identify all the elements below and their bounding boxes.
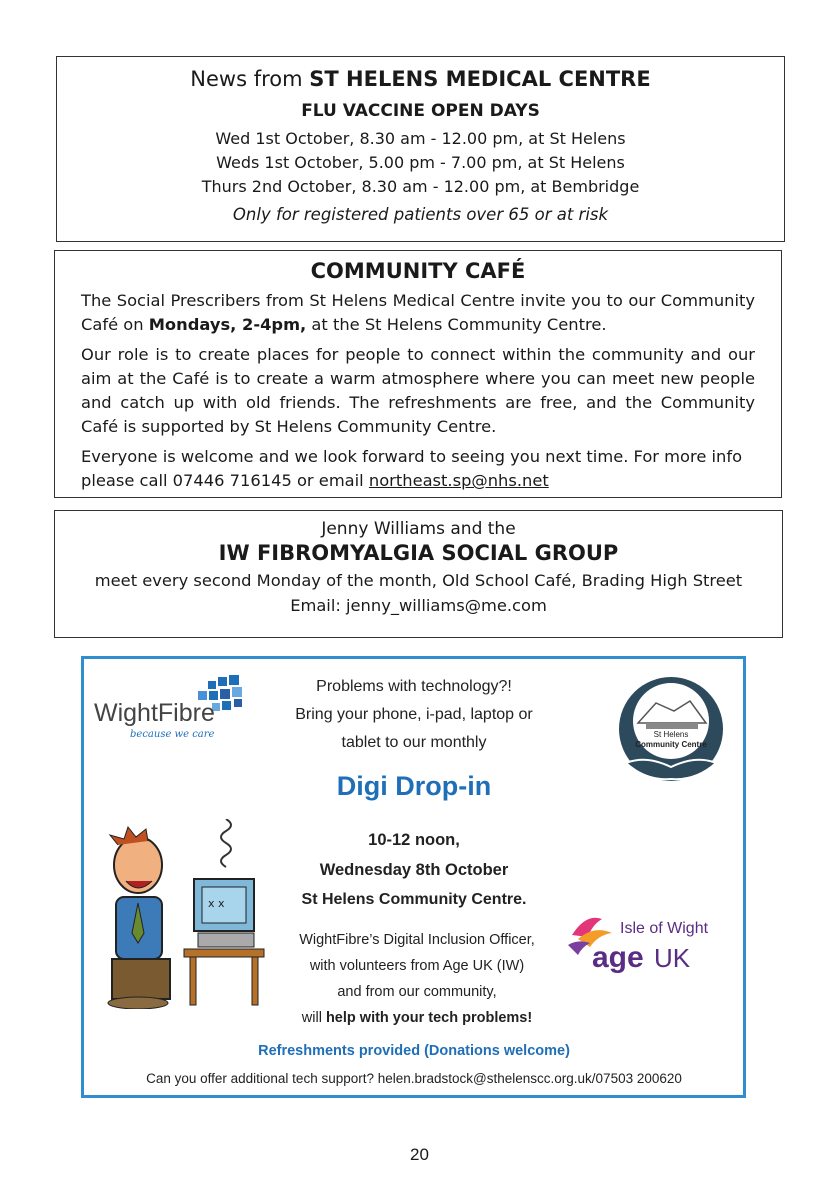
medical-centre-box (56, 56, 785, 242)
wightfibre-logo (90, 673, 258, 743)
age-uk-logo (564, 907, 734, 977)
cafe-paragraph-1: The Social Prescribers from St Helens Medical Centre invite you to our Community Café on Mondays, 2-4pm, at the St Helens Community Centre. (81, 291, 755, 334)
cafe-title: COMMUNITY CAFÉ (310, 259, 526, 283)
refreshments-note: Refreshments provided (Donations welcome) (258, 1043, 570, 1059)
fibro-title: IW FIBROMYALGIA SOCIAL GROUP (218, 541, 619, 565)
svg-text:St Helens: St Helens (653, 730, 689, 739)
event-venue: St Helens Community Centre. (301, 891, 527, 908)
frustrated-computer-user-cartoon (98, 819, 268, 1009)
svg-text:Community Centre: Community Centre (635, 740, 707, 749)
event-time: 10-12 noon, Wednesday 8th October (319, 831, 509, 879)
cafe-email-link[interactable]: northeast.sp@nhs.net (368, 471, 549, 490)
community-centre-logo (616, 671, 726, 789)
svg-text:Isle of Wight: Isle of Wight (620, 920, 709, 937)
fibromyalgia-box (54, 510, 783, 638)
svg-text:age: age (592, 941, 644, 974)
tech-support-contact: Can you offer additional tech support? helen.bradstock@sthelenscc.org.uk/07503 200620 (146, 1071, 682, 1086)
svg-text:because we care: because we care (130, 729, 215, 740)
cafe-paragraph-3: Everyone is welcome and we look forward to seeing you next time. For more info please call 07446 716145 or email northeast.sp@nhs.net (81, 447, 743, 490)
fibro-intro: Jenny Williams and the (321, 519, 516, 539)
poster-intro: Problems with technology?! Bring your phone, i-pad, laptop or tablet to our monthly (295, 678, 533, 751)
svg-text:x x: x x (208, 897, 225, 910)
page-number: 20 (410, 1145, 429, 1164)
community-cafe-box (54, 250, 782, 498)
flu-subtitle: FLU VACCINE OPEN DAYS (301, 101, 540, 121)
cafe-paragraph-2: Our role is to create places for people to connect within the community and our aim at the Café is to create a warm atmosphere where you can meet new people and catch up with old friends. The refreshments are free, and the Community Café is supported by St Helens Community Centre. (81, 345, 755, 436)
fibro-meet: meet every second Monday of the month, Old School Café, Brading High Street (94, 571, 743, 590)
event-title: Digi Drop-in (336, 771, 492, 801)
officer-details: WightFibre’s Digital Inclusion Officer, with volunteers from Age UK (IW) and from our community, will help with your tech problems! (299, 932, 535, 1026)
svg-text:WightFibre: WightFibre (94, 699, 215, 727)
svg-text:UK: UK (654, 943, 691, 973)
flu-date-2: Weds 1st October, 5.00 pm - 7.00 pm, at St Helens (216, 153, 625, 172)
flu-date-1: Wed 1st October, 8.30 am - 12.00 pm, at St Helens (215, 129, 626, 148)
fibro-email[interactable]: Email: jenny_williams@me.com (290, 596, 547, 615)
medical-title: News from ST HELENS MEDICAL CENTRE (190, 67, 651, 91)
flu-date-3: Thurs 2nd October, 8.30 am - 12.00 pm, at Bembridge (201, 177, 640, 196)
flu-note: Only for registered patients over 65 or at risk (232, 205, 609, 224)
digi-dropin-poster (81, 656, 746, 1098)
